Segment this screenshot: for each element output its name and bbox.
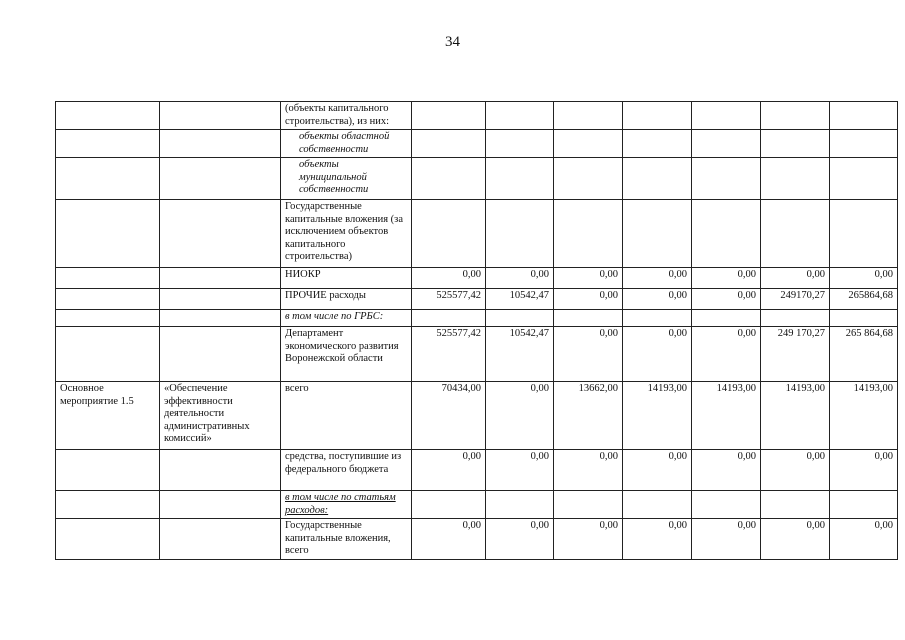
cell-value: 0,00 — [623, 268, 692, 289]
cell-value — [554, 158, 623, 200]
cell-value: 525577,42 — [412, 327, 486, 382]
cell-value — [554, 130, 623, 158]
cell-value: 0,00 — [486, 382, 554, 450]
cell-value — [486, 200, 554, 268]
cell-value: 14193,00 — [692, 382, 761, 450]
cell-value: 10542,47 — [486, 327, 554, 382]
cell-value: 0,00 — [412, 519, 486, 560]
cell-value — [761, 130, 830, 158]
cell-value — [412, 158, 486, 200]
cell-program — [160, 491, 281, 519]
cell-source: Государственные капитальные вложения, всего — [281, 519, 412, 560]
cell-value: 0,00 — [830, 450, 898, 491]
cell-value — [623, 158, 692, 200]
cell-value: 14193,00 — [623, 382, 692, 450]
cell-value — [692, 310, 761, 327]
cell-program — [160, 158, 281, 200]
cell-value — [486, 310, 554, 327]
cell-program — [160, 268, 281, 289]
cell-value: 0,00 — [761, 450, 830, 491]
cell-value — [692, 158, 761, 200]
cell-value: 0,00 — [486, 450, 554, 491]
cell-value — [761, 491, 830, 519]
cell-value: 13662,00 — [554, 382, 623, 450]
cell-measure: Основное мероприятие 1.5 — [56, 382, 160, 450]
cell-value — [412, 310, 486, 327]
cell-value: 70434,00 — [412, 382, 486, 450]
cell-measure — [56, 519, 160, 560]
cell-value: 0,00 — [761, 519, 830, 560]
table-row — [56, 310, 898, 327]
cell-source: Департамент экономического развития Воронежской области — [281, 327, 412, 382]
cell-value — [623, 491, 692, 519]
cell-source: в том числе по статьям расходов: — [281, 491, 412, 519]
cell-value: 0,00 — [692, 289, 761, 310]
cell-program — [160, 289, 281, 310]
cell-measure — [56, 450, 160, 491]
table-row — [56, 200, 898, 268]
cell-value: 0,00 — [692, 268, 761, 289]
cell-value: 249170,27 — [761, 289, 830, 310]
cell-measure — [56, 327, 160, 382]
cell-value — [692, 200, 761, 268]
cell-program — [160, 519, 281, 560]
cell-value: 0,00 — [554, 327, 623, 382]
cell-source: объекты муниципальной собственности — [281, 158, 412, 200]
cell-value: 10542,47 — [486, 289, 554, 310]
cell-measure — [56, 289, 160, 310]
cell-value: 0,00 — [554, 450, 623, 491]
cell-source: объекты областной собственности — [281, 130, 412, 158]
cell-value: 265 864,68 — [830, 327, 898, 382]
cell-value — [486, 130, 554, 158]
cell-value: 0,00 — [623, 327, 692, 382]
cell-source: всего — [281, 382, 412, 450]
cell-source: ПРОЧИЕ расходы — [281, 289, 412, 310]
cell-program — [160, 130, 281, 158]
cell-value — [830, 491, 898, 519]
table-row — [56, 450, 898, 491]
cell-value: 0,00 — [692, 519, 761, 560]
cell-value: 0,00 — [623, 289, 692, 310]
cell-value: 0,00 — [554, 289, 623, 310]
cell-value: 249 170,27 — [761, 327, 830, 382]
cell-measure — [56, 158, 160, 200]
cell-source: НИОКР — [281, 268, 412, 289]
cell-value — [830, 310, 898, 327]
table-row — [56, 491, 898, 519]
cell-value — [554, 102, 623, 130]
cell-value: 0,00 — [486, 519, 554, 560]
cell-value — [412, 200, 486, 268]
cell-value — [554, 200, 623, 268]
cell-value: 0,00 — [554, 268, 623, 289]
cell-program — [160, 310, 281, 327]
cell-value — [623, 200, 692, 268]
cell-source: в том числе по ГРБС: — [281, 310, 412, 327]
cell-value: 14193,00 — [830, 382, 898, 450]
cell-program — [160, 200, 281, 268]
cell-program — [160, 102, 281, 130]
table-row — [56, 519, 898, 560]
cell-value — [623, 102, 692, 130]
cell-measure — [56, 491, 160, 519]
cell-program: «Обеспечение эффективности деятельности административных комиссий» — [160, 382, 281, 450]
cell-value — [830, 102, 898, 130]
cell-value: 0,00 — [554, 519, 623, 560]
cell-value: 0,00 — [623, 450, 692, 491]
cell-value: 0,00 — [761, 268, 830, 289]
cell-value — [692, 130, 761, 158]
cell-value — [412, 102, 486, 130]
table-row — [56, 102, 898, 130]
cell-value — [412, 130, 486, 158]
cell-measure — [56, 310, 160, 327]
cell-value — [623, 130, 692, 158]
table-row — [56, 130, 898, 158]
cell-value — [692, 102, 761, 130]
budget-table — [55, 101, 898, 560]
cell-value: 0,00 — [623, 519, 692, 560]
cell-value — [623, 310, 692, 327]
cell-source: средства, поступившие из федерального бюджета — [281, 450, 412, 491]
cell-value — [761, 310, 830, 327]
cell-value — [486, 102, 554, 130]
cell-value: 0,00 — [412, 450, 486, 491]
cell-value — [554, 310, 623, 327]
cell-value: 14193,00 — [761, 382, 830, 450]
table-row — [56, 327, 898, 382]
cell-measure — [56, 102, 160, 130]
table-row — [56, 158, 898, 200]
cell-value: 0,00 — [692, 327, 761, 382]
table-row — [56, 382, 898, 450]
page-number: 34 — [445, 34, 460, 50]
cell-value — [761, 158, 830, 200]
table-row — [56, 268, 898, 289]
cell-program — [160, 450, 281, 491]
cell-value — [486, 158, 554, 200]
cell-value: 0,00 — [830, 268, 898, 289]
cell-measure — [56, 200, 160, 268]
cell-value — [692, 491, 761, 519]
cell-source: (объекты капитального строительства), из них: — [281, 102, 412, 130]
cell-program — [160, 327, 281, 382]
cell-value — [830, 158, 898, 200]
cell-value — [761, 200, 830, 268]
cell-measure — [56, 268, 160, 289]
cell-value — [830, 130, 898, 158]
cell-value: 0,00 — [412, 268, 486, 289]
cell-value: 525577,42 — [412, 289, 486, 310]
table-row — [56, 289, 898, 310]
cell-value: 0,00 — [486, 268, 554, 289]
cell-value — [412, 491, 486, 519]
cell-value: 0,00 — [692, 450, 761, 491]
cell-value — [486, 491, 554, 519]
cell-value: 265864,68 — [830, 289, 898, 310]
cell-source: Государственные капитальные вложения (за исключением объектов капитального строительства) — [281, 200, 412, 268]
cell-value — [830, 200, 898, 268]
cell-value: 0,00 — [830, 519, 898, 560]
cell-measure — [56, 130, 160, 158]
cell-value — [761, 102, 830, 130]
cell-value — [554, 491, 623, 519]
